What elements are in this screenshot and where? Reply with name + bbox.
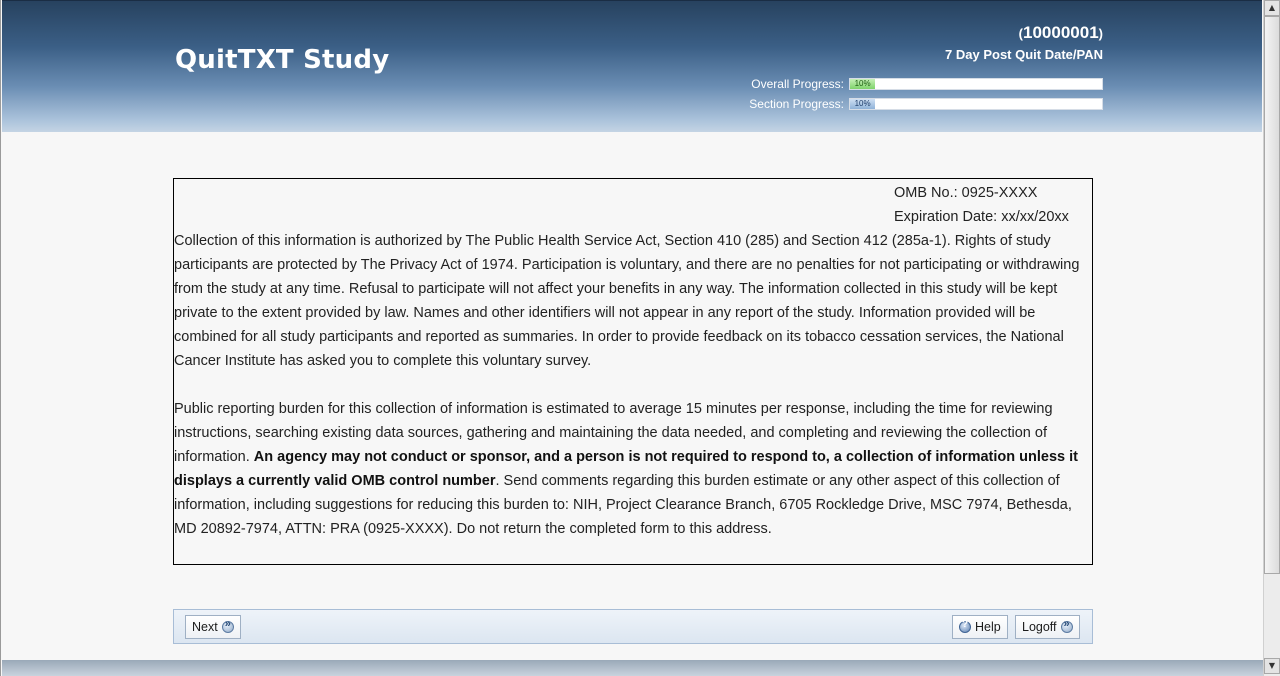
- navigation-toolbar: [173, 609, 1093, 644]
- privacy-notice: [173, 178, 1093, 565]
- section-progress: [749, 97, 1103, 111]
- logoff-button-label: Logoff: [1022, 620, 1057, 634]
- survey-name: 7 Day Post Quit Date/PAN: [945, 47, 1103, 62]
- overall-progress-label: Overall Progress:: [751, 77, 844, 91]
- omb-number: OMB No.: 0925-XXXX: [894, 185, 1038, 201]
- notice-paragraph-burden: [174, 397, 1092, 541]
- participant-id-number: 10000001: [1023, 23, 1099, 42]
- omb-info: [894, 181, 1069, 229]
- overall-progress: [751, 77, 1103, 91]
- notice-body: [174, 229, 1092, 541]
- section-progress-fill: 10%: [850, 99, 875, 109]
- next-arrow-icon: [222, 621, 234, 633]
- section-progress-bar: [849, 98, 1103, 110]
- help-icon: [959, 621, 971, 633]
- burden-text-start: Public reporting burden for this collection of information is estimated to average 15 minutes per response, including the time for reviewing instructions, searching existing data sources, gathering and maintaining the data needed, and completing and reviewing the collection of information.: [174, 401, 1053, 465]
- participant-id: [1019, 23, 1103, 43]
- help-button[interactable]: [952, 615, 1008, 639]
- vertical-scrollbar[interactable]: [1263, 0, 1280, 676]
- scroll-up-arrow-icon[interactable]: ▲: [1264, 0, 1280, 16]
- omb-expiration: Expiration Date: xx/xx/20xx: [894, 209, 1069, 225]
- window-bottom-edge: [2, 660, 1263, 676]
- next-button-label: Next: [192, 620, 218, 634]
- help-button-label: Help: [975, 620, 1001, 634]
- scroll-down-arrow-icon[interactable]: ▼: [1264, 658, 1280, 674]
- overall-progress-bar: [849, 78, 1103, 90]
- overall-progress-fill: 10%: [850, 79, 875, 89]
- burden-text-bold: An agency may not conduct or sponsor, and a person is not required to respond to, a collection of information unless it displays a currently valid OMB control number: [174, 449, 1078, 489]
- notice-paragraph-authority: Collection of this information is authorized by The Public Health Service Act, Section 410 (285) and Section 412 (285a-1). Rights of study participants are protected by The Privacy Act of 1974. Participation is voluntary, and there are no penalties for not participating or withdrawing from the study at any time. Refusal to participate will not affect your benefits in any way. The information collected in this study will be kept private to the extent provided by law. Names and other identifiers will not appear in any report of the study. Information provided will be combined for all study participants and reported as summaries. In order to provide feedback on its tobacco cessation services, the National Cancer Institute has asked you to complete this voluntary survey.: [174, 233, 1080, 369]
- burden-text-end: . Send comments regarding this burden estimate or any other aspect of this collection of information, including suggestions for reducing this burden to: NIH, Project Clearance Branch, 6705 Rockledge Drive, MSC 7974, Bethesda, MD 20892-7974, ATTN: PRA (0925-XXXX). Do not return the completed form to this address.: [174, 473, 1072, 537]
- page-title: QuitTXT Study: [175, 45, 390, 75]
- section-progress-label: Section Progress:: [749, 97, 844, 111]
- participant-id-open-paren: (: [1018, 26, 1024, 41]
- logoff-button[interactable]: [1015, 615, 1080, 639]
- participant-id-close-paren: ): [1098, 26, 1103, 41]
- page-header: [2, 0, 1262, 132]
- scrollbar-thumb[interactable]: [1264, 16, 1280, 574]
- next-button[interactable]: [185, 615, 241, 639]
- logoff-arrow-icon: [1061, 621, 1073, 633]
